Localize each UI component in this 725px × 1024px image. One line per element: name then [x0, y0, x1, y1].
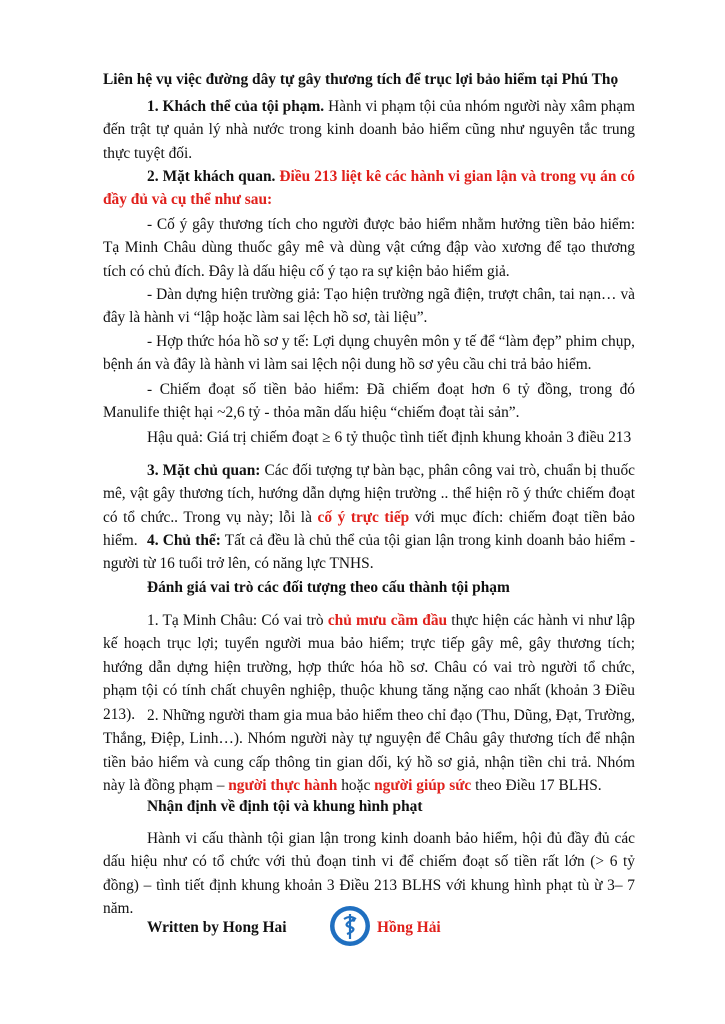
section-subject-heading: 4. Chủ thể: [147, 532, 221, 549]
bullet-injury: - Cố ý gây thương tích cho người được bảo hiểm nhằm hưởng tiền bảo hiểm: Tạ Minh Châu dùng thuốc gây mê và dùng vật cứng đập vào xương để tạo thương tích có chủ đích. Đây là dấu hiệu cố ý tạo ra sự kiện bảo hiểm giả. [103, 216, 635, 280]
section-subject [103, 529, 635, 576]
medical-caduceus-logo-icon [329, 905, 371, 947]
section-subjective-text-end: với mục đích: chiếm đoạt tiền bảo hiểm. [103, 508, 635, 550]
bullet-appropriation: - Chiếm đoạt số tiền bảo hiểm: Đã chiếm đoạt hơn 6 tỷ đồng, trong đó Manulife thiệt hại ~2,6 tỷ - thỏa mãn dấu hiệu “chiếm đoạt tài sản”. [103, 381, 635, 422]
signature-name: Hồng Hải [377, 919, 441, 936]
verdict-heading: Nhận định về định tội và khung hình phạt [147, 798, 423, 815]
section-objective [103, 165, 635, 212]
perpetrator-highlight: người thực hành [228, 777, 338, 795]
section-object [103, 95, 635, 165]
ringleader-highlight: chủ mưu cầm đầu [327, 612, 448, 629]
roles-heading: Đánh giá vai trò các đối tượng theo cấu thành tội phạm [147, 579, 510, 596]
section-objective-highlight: Điều 213 liệt kê các hành vi gian lận và trong vụ án có đầy đủ và cụ thể như sau: [103, 168, 635, 209]
verdict-text: Hành vi cấu thành tội gian lận trong kinh doanh bảo hiểm, hội đủ đầy đủ các dấu hiệu như có tổ chức với thủ đoạn tinh vi để chiếm đoạt số tiền rất lớn (> 6 tỷ đồng) – tình tiết định khung khoản 3 Điều 213 BLHS với khung hình phạt tù ừ 3– 7 năm. [103, 830, 635, 918]
direct-intent-highlight: cố ý trực tiếp [317, 508, 410, 526]
document-title: Liên hệ vụ việc đường dây tự gây thương tích để trục lợi bảo hiểm tại Phú Thọ [103, 71, 619, 88]
section-subject-text: Tất cả đều là chủ thể của tội gian lận trong kinh doanh bảo hiểm - người từ 16 tuổi trở lên, có năng lực TNHS. [103, 532, 636, 573]
role-ringleader-text-end: thực hiện các hành vi như lập kế hoạch trục lợi; tuyển người mua bảo hiểm; trực tiếp gây mê, gây thương tích; hướng dẫn dựng hiện trường, hợp thức hóa hồ sơ. Châu có vai trò người tổ chức, phạm tội có tính chất chuyên nghiệp, thuộc khung tăng nặng cao nhất (khoản 3 Điều 213). [103, 612, 635, 723]
section-object-text: Hành vi phạm tội của nhóm người này xâm phạm đến trật tự quản lý nhà nước trong kinh doanh bảo hiểm cũng như nguyên tắc trung thực tuyệt đối. [103, 98, 635, 162]
bullet-medical-records: - Hợp thức hóa hồ sơ y tế: Lợi dụng chuyên môn y tế để “làm đẹp” phim chụp, bệnh án và đây là hành vi làm sai lệch nội dung hồ sơ yêu cầu chi trả bảo hiểm. [103, 333, 635, 374]
section-subjective-heading: 3. Mặt chủ quan: [147, 462, 261, 479]
section-object-heading: 1. Khách thể của tội phạm. [147, 98, 325, 115]
role-participants [103, 704, 635, 798]
role-participants-or: hoặc [337, 777, 375, 795]
role-participants-text-end: theo Điều 17 BLHS. [471, 777, 602, 795]
signature-written-by: Written by Hong Hai [147, 919, 287, 936]
accomplice-highlight: người giúp sức [374, 777, 472, 795]
role-participants-text: 2. Những người tham gia mua bảo hiểm theo chỉ đạo (Thu, Dũng, Đạt, Trường, Thắng, Điệp, Linh…). Nhóm người này tự nguyện để Châu gây thương tích để nhận tiền bảo hiểm và cung cấp thông tin gian dối, ký hồ sơ giả, nhận tiền chi trả. Nhóm này là đồng phạm – [103, 707, 635, 795]
role-ringleader-text: 1. Tạ Minh Châu: Có vai trò [147, 612, 328, 629]
section-subjective-text: Các đối tượng tự bàn bạc, phân công vai trò, chuẩn bị thuốc mê, vật gây thương tích, hướng dẫn dựng hiện trường .. thể hiện rõ ý thức chiếm đoạt có tổ chức.. Trong vụ này; lỗi là [103, 462, 635, 526]
consequence-line: Hậu quả: Giá trị chiếm đoạt ≥ 6 tỷ thuộc tình tiết định khung khoản 3 điều 213 [147, 429, 632, 446]
bullet-staged-scene: - Dàn dựng hiện trường giả: Tạo hiện trường ngã điện, trượt chân, tai nạn… và đây là hành vi “lập hoặc làm sai lệch hồ sơ, tài liệu”. [103, 286, 635, 327]
section-objective-heading: 2. Mặt khách quan. [147, 168, 276, 185]
